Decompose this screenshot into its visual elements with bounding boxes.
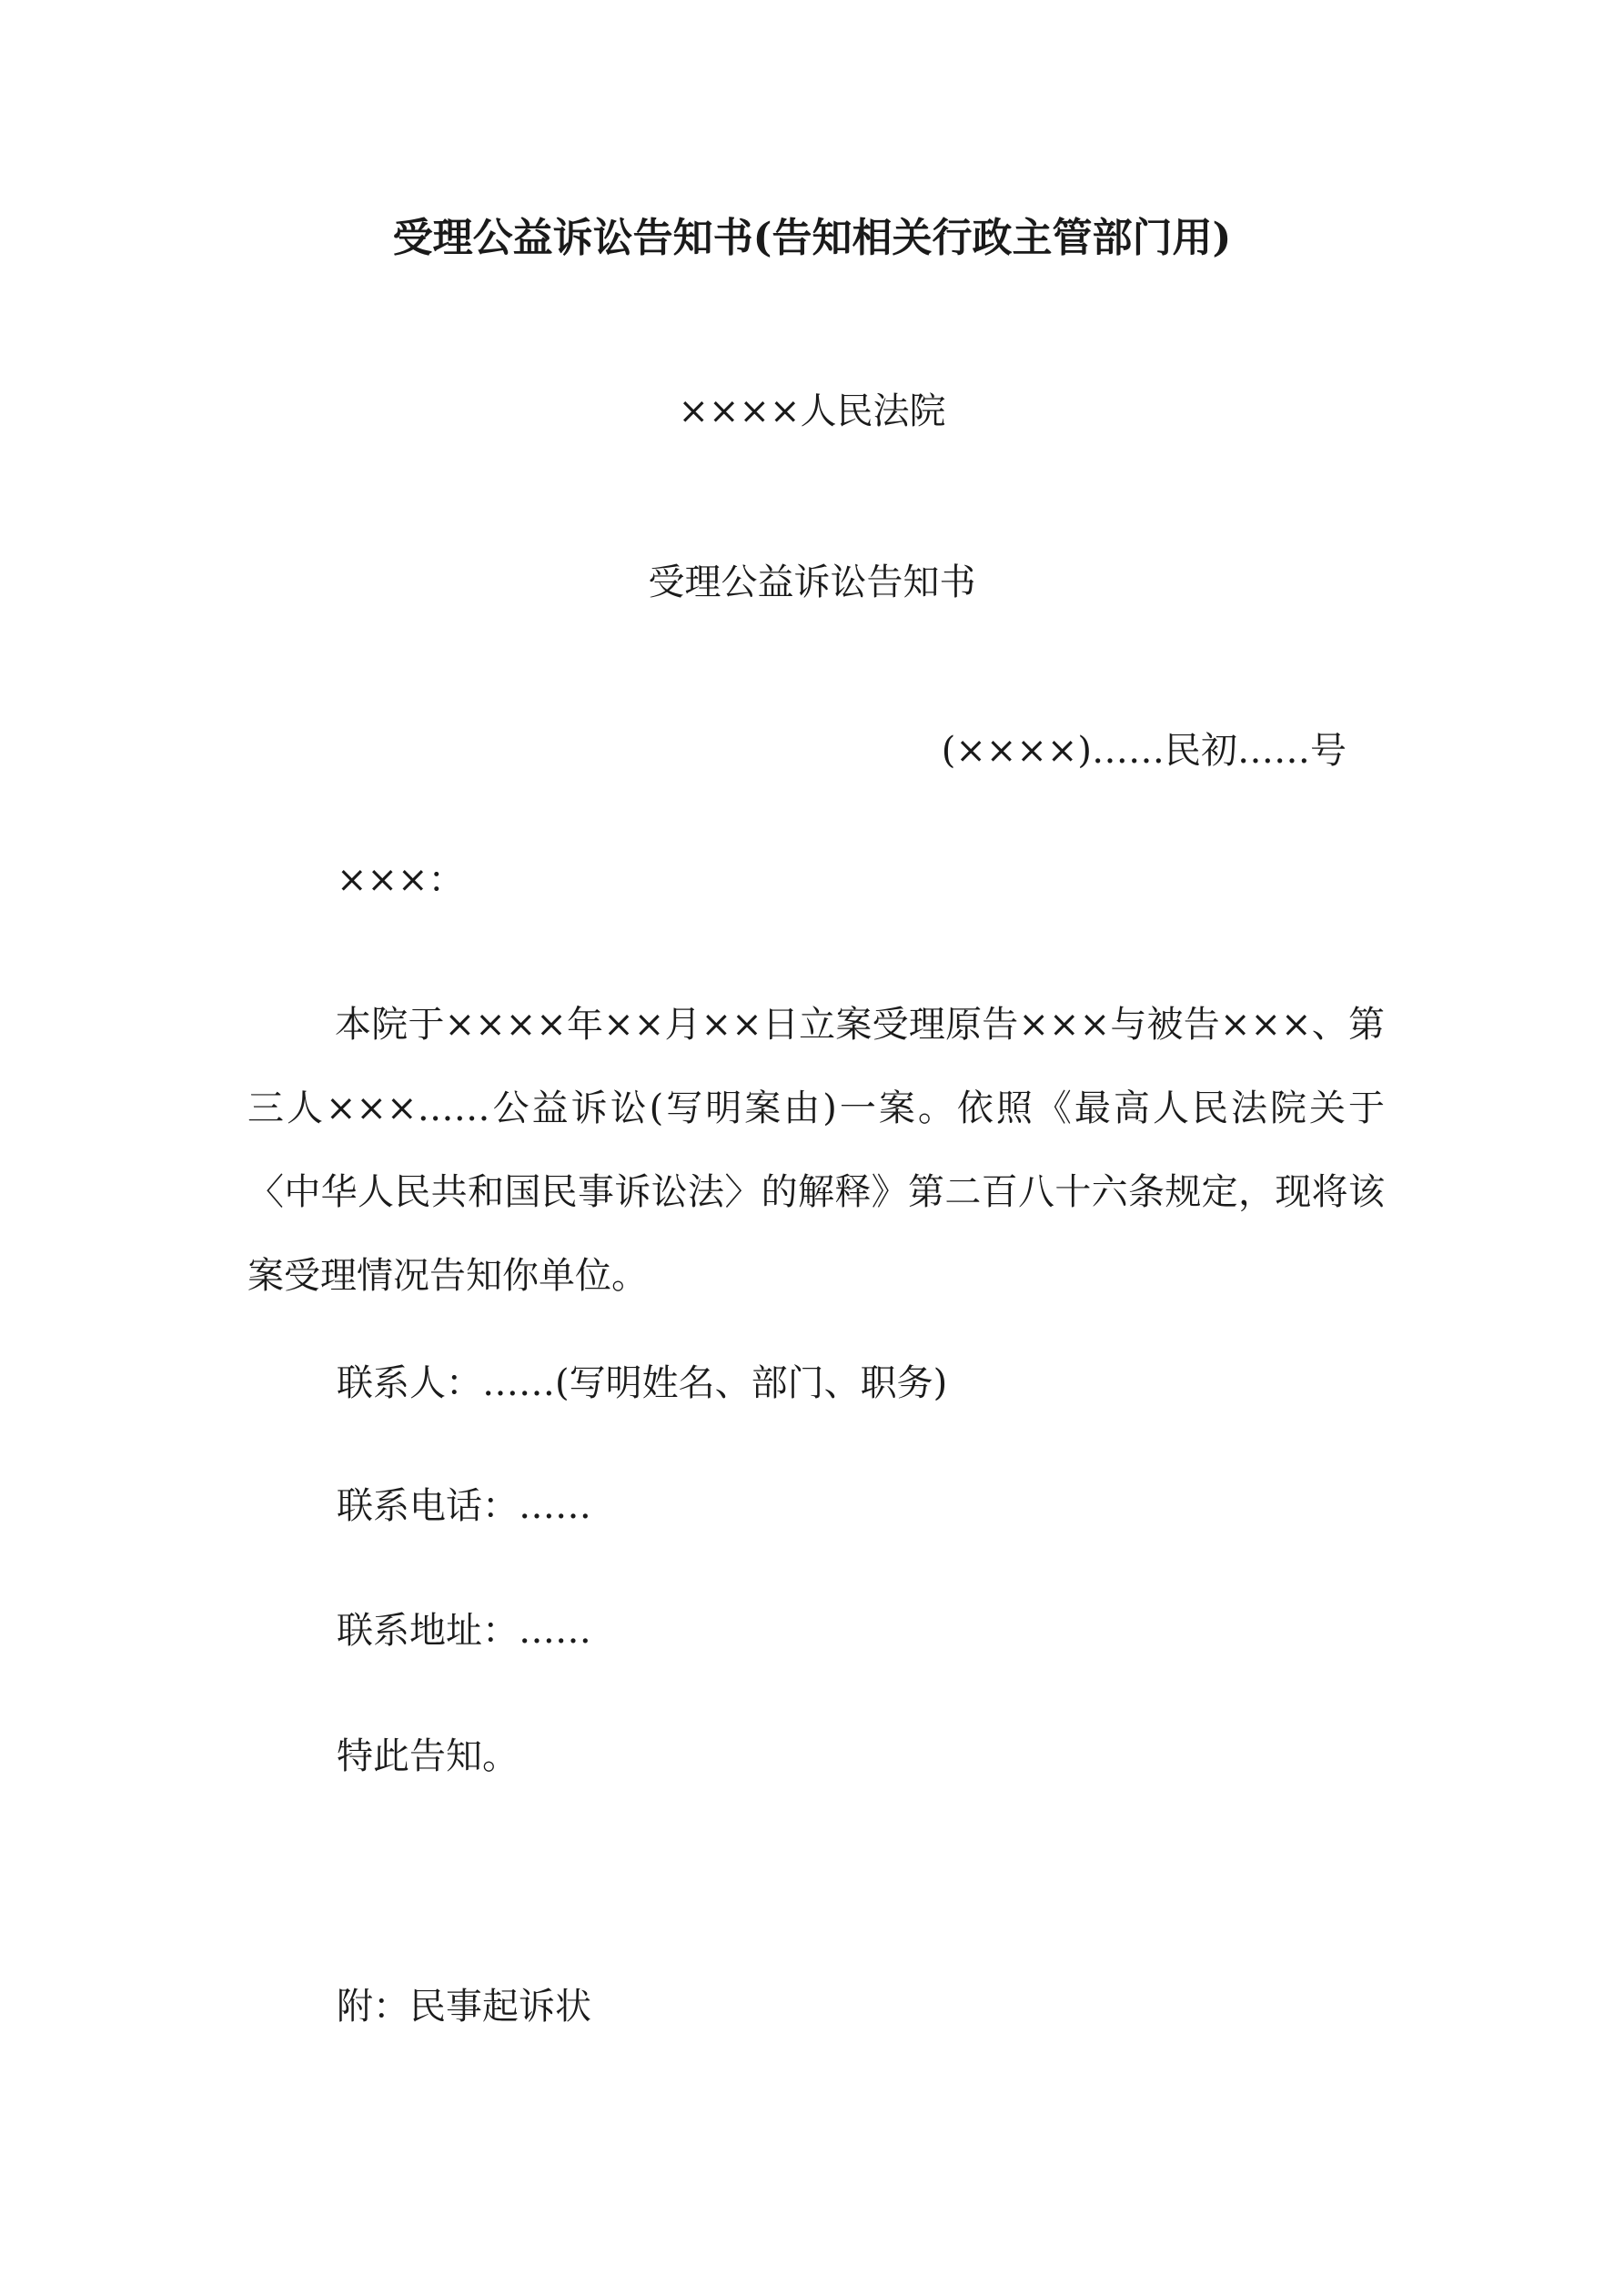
court-name: ××××人民法院 — [678, 390, 946, 432]
attachment-note: 附：民事起诉状 — [337, 1986, 591, 2028]
document-name: 受理公益诉讼告知书 — [648, 561, 976, 603]
body-paragraph: 本院于××××年××月××日立案受理原告×××与被告×××、第三人×××……公益诉讼(写明案由)一案。依照《最高人民法院关于〈中华人民共和国民事诉讼法〉的解释》第二百八十六条规定，现将该案受理情况告知你单位。 — [247, 1004, 1385, 1297]
contact-phone: 联系电话：…… — [337, 1485, 591, 1527]
contact-address: 联系地址：…… — [337, 1610, 591, 1652]
contact-person: 联系人：……(写明姓名、部门、职务) — [337, 1362, 948, 1404]
addressee: ×××： — [337, 859, 465, 901]
case-number: (××××)……民初……号 — [941, 730, 1347, 772]
document-title: 受理公益诉讼告知书(告知相关行政主管部门用) — [392, 215, 1232, 261]
closing-statement: 特此告知。 — [337, 1735, 519, 1777]
